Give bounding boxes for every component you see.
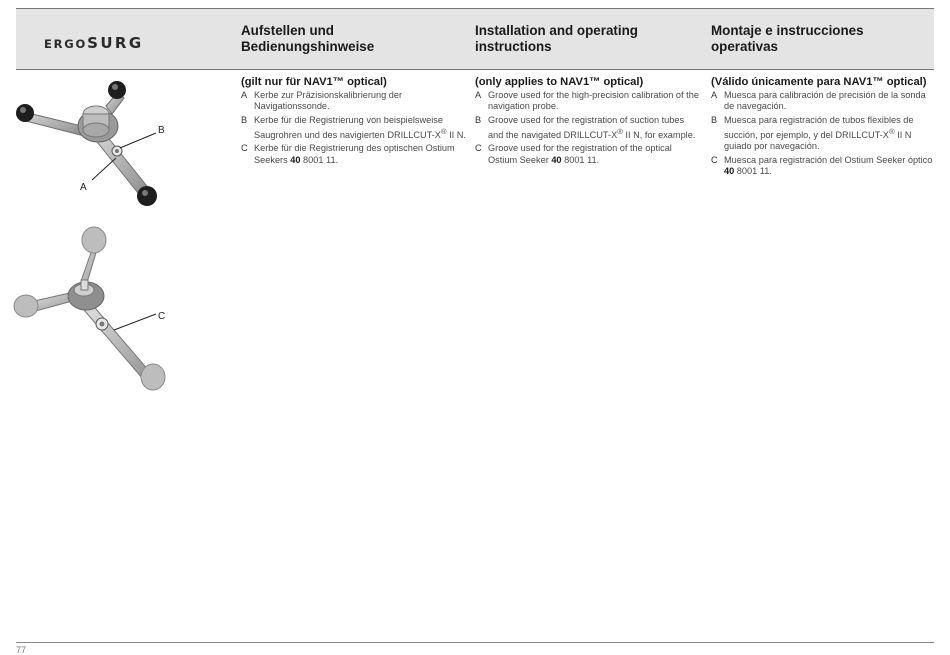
article-number-prefix: 40 <box>290 154 301 165</box>
title-line-2: Bedienungshinweise <box>241 38 375 54</box>
brand-surg: SURG <box>87 34 144 52</box>
column-subtitle: (Válido únicamente para NAV1™ optical) <box>711 76 927 88</box>
item-text-part: Muesca para registración del Ostium Seeker óptico <box>724 154 933 165</box>
item-text-part: 8001 11. <box>734 165 772 176</box>
item-key: C <box>711 154 718 165</box>
item-key: A <box>241 90 248 100</box>
column-title-es <box>711 23 864 54</box>
list-item-b <box>711 115 935 153</box>
item-key: B <box>475 114 482 125</box>
title-line-1: Installation and operating <box>475 23 638 38</box>
item-text-part: Kerbe für die Registrierung des optischen Ostium Seekers <box>254 143 455 165</box>
item-key: C <box>475 143 482 154</box>
item-key: C <box>241 143 248 154</box>
brand-ergo: ERGO <box>44 37 88 51</box>
item-key: B <box>711 114 718 125</box>
column-es <box>711 76 935 179</box>
column-subtitle: (only applies to NAV1™ optical) <box>475 76 644 88</box>
column-title-en <box>475 23 638 54</box>
item-text-part: Groove used for the registration of suction tubes and the navigated DRILLCUT-X <box>488 114 685 140</box>
title-line-1: Aufstellen und <box>241 23 334 38</box>
footer-rule <box>16 642 934 643</box>
item-key: B <box>241 114 248 125</box>
callout-a: A <box>80 182 87 193</box>
item-text <box>488 115 699 142</box>
reference-star-illustration-bottom <box>10 222 175 397</box>
list-item-b <box>241 115 467 142</box>
page-number: 77 <box>16 645 27 655</box>
registered-mark: ® <box>888 126 895 136</box>
item-text <box>724 115 935 153</box>
callout-b: B <box>158 125 165 136</box>
item-text-part: 8001 11. <box>300 154 339 165</box>
brand-logo <box>44 33 144 52</box>
item-text-part: Muesca para registración de tubos flexibles de succión, por ejemplo, y del DRILLCUT-X <box>724 114 914 140</box>
list-item-a <box>711 90 935 113</box>
column-subtitle: (gilt nur für NAV1™ optical) <box>241 76 387 88</box>
item-text: Groove used for the high-precision calibration of the navigation probe. <box>488 90 699 112</box>
item-text <box>724 155 935 178</box>
title-line-2: operativas <box>711 38 778 54</box>
article-number-prefix: 40 <box>551 154 562 165</box>
column-en <box>475 76 699 168</box>
item-text <box>254 115 467 142</box>
title-line-2: instructions <box>475 38 552 54</box>
article-number-prefix: 40 <box>724 165 735 176</box>
item-text-part: II N, for example. <box>622 129 696 140</box>
list-item-c <box>241 143 467 166</box>
registered-mark: ® <box>617 126 623 136</box>
item-text-part: II N. <box>446 129 466 140</box>
item-key: A <box>475 90 482 100</box>
callout-c: C <box>158 311 166 322</box>
list-item-a <box>241 90 467 113</box>
item-key: A <box>711 90 718 100</box>
item-text-part: Groove used for the registration of the optical Ostium Seeker <box>488 143 672 165</box>
title-line-1: Montaje e instrucciones <box>711 23 864 38</box>
list-item-c <box>711 155 935 178</box>
column-title-de <box>241 23 374 54</box>
item-text-part: Kerbe für die Registrierung von beispielsweise Saugrohren und des navigierten DRILLCUT-X <box>254 114 443 140</box>
list-item-b <box>475 115 699 142</box>
list-item-a <box>475 90 699 113</box>
reference-star-illustration-top <box>10 78 170 218</box>
item-text <box>488 143 699 166</box>
item-text: Kerbe zur Präzisionskalibrierung der Navigationssonde. <box>254 90 403 112</box>
item-text-part: 8001 11. <box>561 154 600 165</box>
item-text: Muesca para calibración de precisión de la sonda de navegación. <box>724 90 926 112</box>
registered-mark: ® <box>440 126 447 136</box>
item-text <box>254 143 467 166</box>
list-item-c <box>475 143 699 166</box>
column-de <box>241 76 467 168</box>
item-text-part: II N guiado por navegación. <box>724 129 912 152</box>
